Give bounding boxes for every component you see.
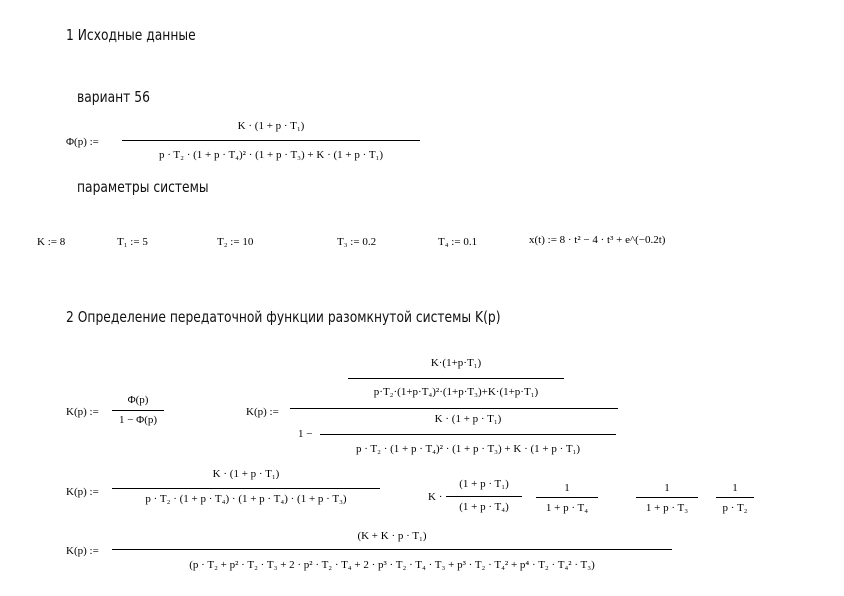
variant-label: вариант 56 — [77, 88, 150, 106]
param-input-signal: x(t) := 8 · t² − 4 · t³ + e^(−0.2t) — [529, 234, 666, 246]
kp3-numerator: K · (1 + p · T₁) — [212, 468, 280, 480]
kp2-bottom-numerator: K · (1 + p · T₁) — [434, 413, 502, 425]
factor4-denominator: p · T₂ — [722, 502, 748, 514]
kp2-top-numerator: K·(1+p·T₁) — [430, 357, 482, 369]
factor2-numerator: 1 — [564, 482, 570, 494]
kp4-fraction-bar — [112, 549, 672, 550]
param-T2: T₂ := 10 — [217, 236, 254, 248]
kp1-lhs: K(p) := — [66, 406, 99, 418]
factor3-numerator: 1 — [664, 482, 670, 494]
phi-fraction-bar — [122, 140, 420, 141]
factor1-bar — [446, 496, 522, 497]
factor4-numerator: 1 — [732, 482, 738, 494]
kp1-denominator: 1 − Φ(p) — [118, 414, 158, 426]
kp1-fraction-bar — [112, 410, 164, 411]
factor2-bar — [536, 497, 598, 498]
factor1-denominator: (1 + p · T₄) — [459, 501, 509, 513]
kp3-denominator: p · T₂ · (1 + p · T₄) · (1 + p · T₄) · (1 + p · T₃) — [145, 493, 347, 505]
kp2-top-inner-bar — [348, 378, 564, 379]
kp3-lhs: K(p) := — [66, 486, 99, 498]
section-2-heading: 2 Определение передаточной функции разомкнутой системы K(p) — [66, 308, 501, 326]
param-K: K := 8 — [37, 236, 66, 248]
param-T3: T₃ := 0.2 — [337, 236, 377, 248]
kp2-bottom-denominator: p · T₂ · (1 + p · T₄)² · (1 + p · T₃) + K · (1 + p · T₁) — [355, 443, 581, 455]
phi-numerator: K · (1 + p · T₁) — [237, 120, 305, 132]
kp4-lhs: K(p) := — [66, 545, 99, 557]
param-T1: T₁ := 5 — [117, 236, 148, 248]
kp2-lhs: K(p) := — [246, 406, 279, 418]
kp3-fraction-bar — [112, 488, 380, 489]
kp4-denominator: (p · T₂ + p² · T₂ · T₃ + 2 · p² · T₂ · T₄ + 2 · p³ · T₂ · T₄ · T₃ + p³ · T₂ · T₄² + p⁴ · T₂ · T₄² · T₃) — [189, 559, 595, 571]
section-1-heading: 1 Исходные данные — [66, 26, 196, 44]
factor-k: K · — [428, 491, 443, 503]
kp4-numerator: (K + K · p · T₁) — [357, 530, 427, 542]
factor1-numerator: (1 + p · T₁) — [459, 478, 509, 490]
param-T4: T₄ := 0.1 — [438, 236, 478, 248]
phi-denominator: p · T₂ · (1 + p · T₄)² · (1 + p · T₃) + K · (1 + p · T₁) — [158, 149, 384, 161]
kp2-one-minus: 1 − — [298, 428, 313, 440]
kp2-main-fraction-bar — [290, 408, 618, 409]
kp2-bottom-inner-bar — [320, 434, 616, 435]
phi-lhs: Φ(p) := — [66, 136, 99, 148]
kp1-numerator: Φ(p) — [127, 394, 149, 406]
factor3-bar — [636, 497, 698, 498]
kp2-top-denominator: p·T₂·(1+p·T₄)²·(1+p·T₃)+K·(1+p·T₁) — [373, 386, 539, 398]
factor4-bar — [716, 497, 754, 498]
params-label: параметры системы — [77, 178, 209, 196]
factor3-denominator: 1 + p · T₃ — [645, 502, 689, 514]
factor2-denominator: 1 + p · T₄ — [545, 502, 589, 514]
